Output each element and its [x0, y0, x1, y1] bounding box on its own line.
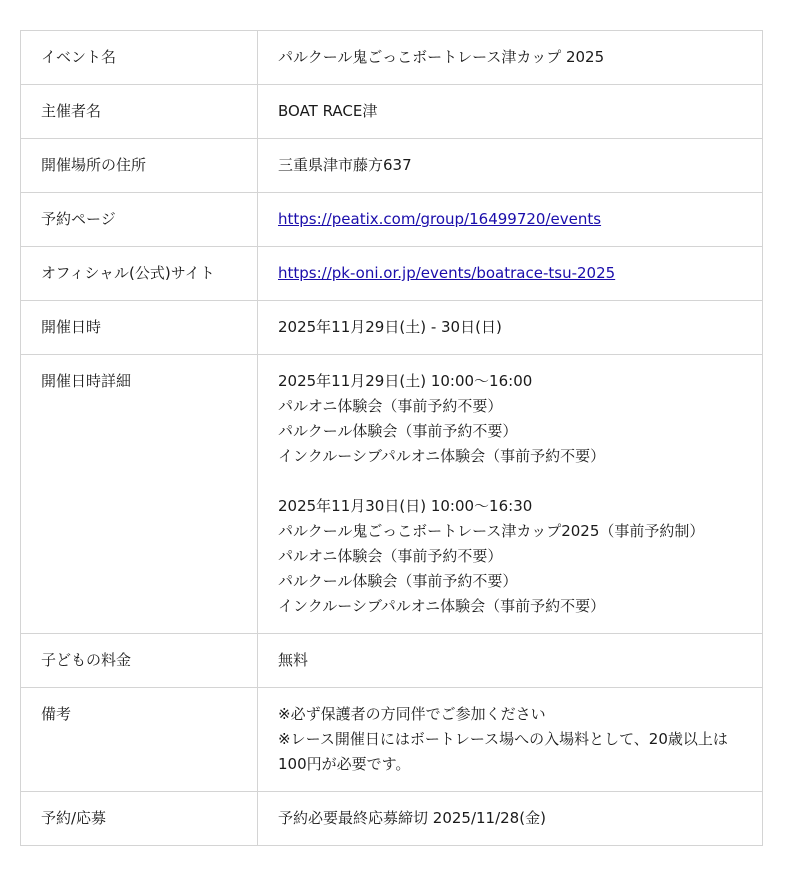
day1-item: インクルーシブパルオニ体験会（事前予約不要） — [278, 447, 606, 465]
application-value: 予約必要最終応募締切 2025/11/28(金) — [258, 792, 763, 846]
day2-item: パルオニ体験会（事前予約不要） — [278, 547, 503, 565]
spacer — [278, 469, 742, 494]
row-label: イベント名 — [21, 31, 258, 85]
table-row-reservation-page — [21, 193, 763, 247]
row-label: 予約/応募 — [21, 792, 258, 846]
schedule-details-value — [258, 355, 763, 634]
note-line: ※必ず保護者の方同伴でご参加ください — [278, 705, 546, 723]
event-info-table — [20, 30, 763, 846]
date-value: 2025年11月29日(土) - 30日(日) — [258, 301, 763, 355]
table-row-address — [21, 139, 763, 193]
day2-item: インクルーシブパルオニ体験会（事前予約不要） — [278, 597, 606, 615]
child-fee-value: 無料 — [258, 634, 763, 688]
table-row-notes — [21, 688, 763, 792]
official-site-cell — [258, 247, 763, 301]
row-label: 開催場所の住所 — [21, 139, 258, 193]
organizer-value: BOAT RACE津 — [258, 85, 763, 139]
row-label: 子どもの料金 — [21, 634, 258, 688]
table-row-official-site — [21, 247, 763, 301]
reservation-page-cell — [258, 193, 763, 247]
day1-item: パルクール体験会（事前予約不要） — [278, 422, 518, 440]
row-label: 主催者名 — [21, 85, 258, 139]
table-row-application — [21, 792, 763, 846]
notes-value — [258, 688, 763, 792]
row-label: 備考 — [21, 688, 258, 792]
row-label: オフィシャル(公式)サイト — [21, 247, 258, 301]
day2-item: パルクール体験会（事前予約不要） — [278, 572, 518, 590]
row-label: 予約ページ — [21, 193, 258, 247]
table-row-schedule-details — [21, 355, 763, 634]
table-row-child-fee — [21, 634, 763, 688]
table-row-date — [21, 301, 763, 355]
row-label: 開催日時詳細 — [21, 355, 258, 634]
official-site-link[interactable]: https://pk-oni.or.jp/events/boatrace-tsu-2025 — [278, 264, 616, 282]
table-row-event-name — [21, 31, 763, 85]
day2-date: 2025年11月30日(日) 10:00〜16:30 — [278, 497, 533, 515]
day2-item: パルクール鬼ごっこボートレース津カップ2025（事前予約制） — [278, 522, 705, 540]
event-name-value: パルクール鬼ごっこボートレース津カップ 2025 — [258, 31, 763, 85]
day1-item: パルオニ体験会（事前予約不要） — [278, 397, 503, 415]
reservation-page-link[interactable]: https://peatix.com/group/16499720/events — [278, 210, 602, 228]
note-line: ※レース開催日にはボートレース場への入場料として、20歳以上は100円が必要です。 — [278, 730, 728, 773]
address-value: 三重県津市藤方637 — [258, 139, 763, 193]
row-label: 開催日時 — [21, 301, 258, 355]
day1-date: 2025年11月29日(土) 10:00〜16:00 — [278, 372, 533, 390]
table-row-organizer — [21, 85, 763, 139]
